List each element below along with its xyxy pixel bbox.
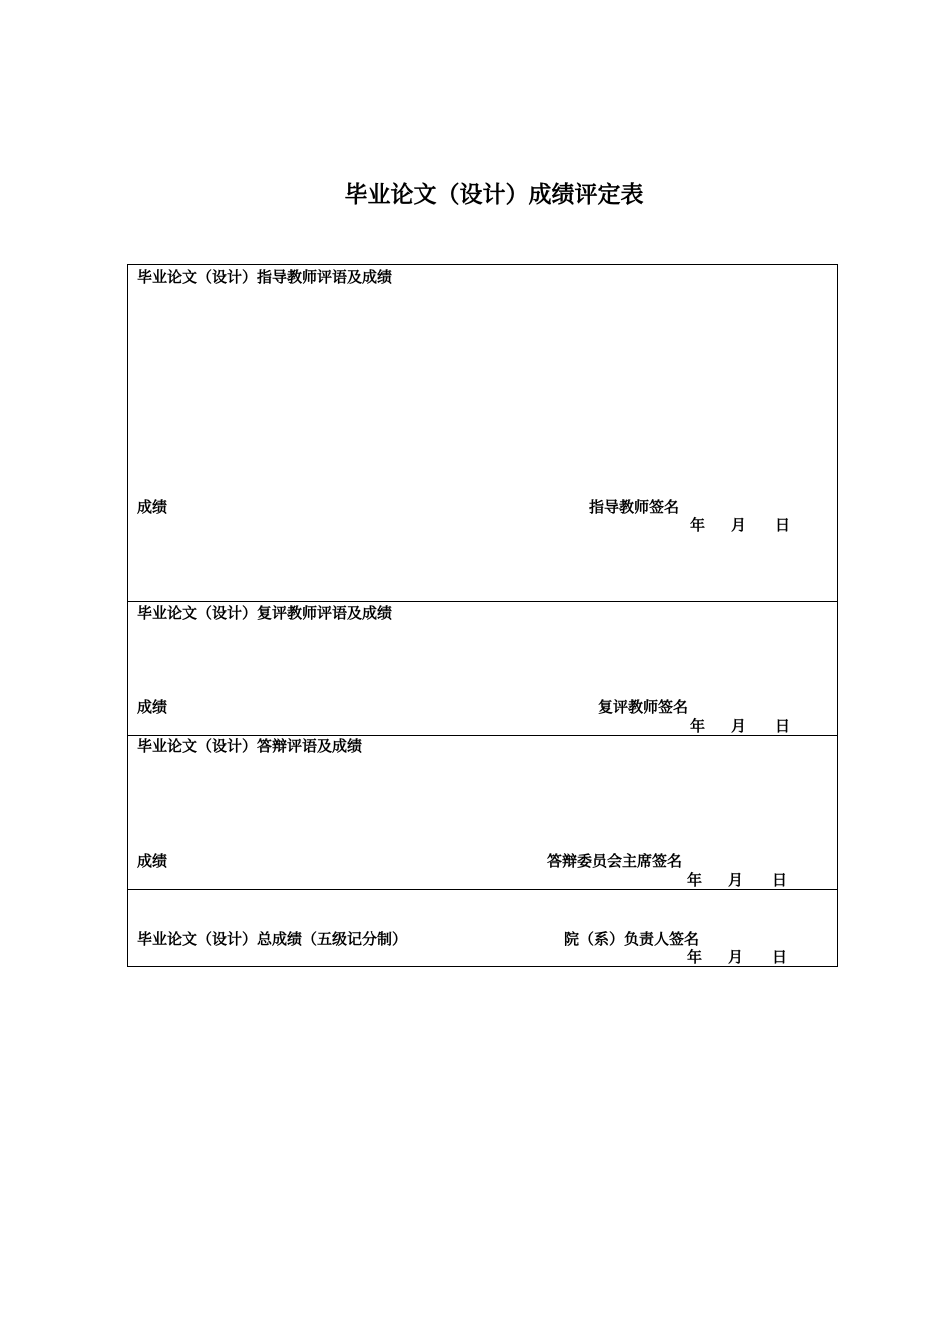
reviewer-signature-label: 复评教师签名 [598,698,689,716]
date-year-label: 年 [690,516,706,534]
date-month-label: 月 [731,717,747,735]
advisor-comment-section [128,265,837,602]
date-month-label: 月 [728,948,744,966]
date-year-label: 年 [687,948,703,966]
date-year-label: 年 [687,871,703,889]
defense-comment-section [128,736,837,890]
defense-signature-label: 答辩委员会主席签名 [547,852,683,870]
evaluation-form-table [127,264,838,967]
defense-grade-label: 成绩 [137,852,168,870]
page-title: 毕业论文（设计）成绩评定表 [344,182,644,208]
date-month-label: 月 [728,871,744,889]
dept-head-signature-label: 院（系）负责人签名 [564,930,700,948]
date-year-label: 年 [690,717,706,735]
advisor-section-heading: 毕业论文（设计）指导教师评语及成绩 [137,268,393,286]
total-grade-label: 毕业论文（设计）总成绩（五级记分制） [137,930,408,948]
date-day-label: 日 [772,948,788,966]
total-grade-section [128,890,837,967]
advisor-signature-label: 指导教师签名 [589,498,680,516]
advisor-grade-label: 成绩 [137,498,168,516]
date-day-label: 日 [775,717,791,735]
defense-section-heading: 毕业论文（设计）答辩评语及成绩 [137,737,363,755]
date-day-label: 日 [772,871,788,889]
date-month-label: 月 [731,516,747,534]
reviewer-comment-section [128,601,837,736]
reviewer-grade-label: 成绩 [137,698,168,716]
reviewer-section-heading: 毕业论文（设计）复评教师评语及成绩 [137,604,393,622]
date-day-label: 日 [775,516,791,534]
